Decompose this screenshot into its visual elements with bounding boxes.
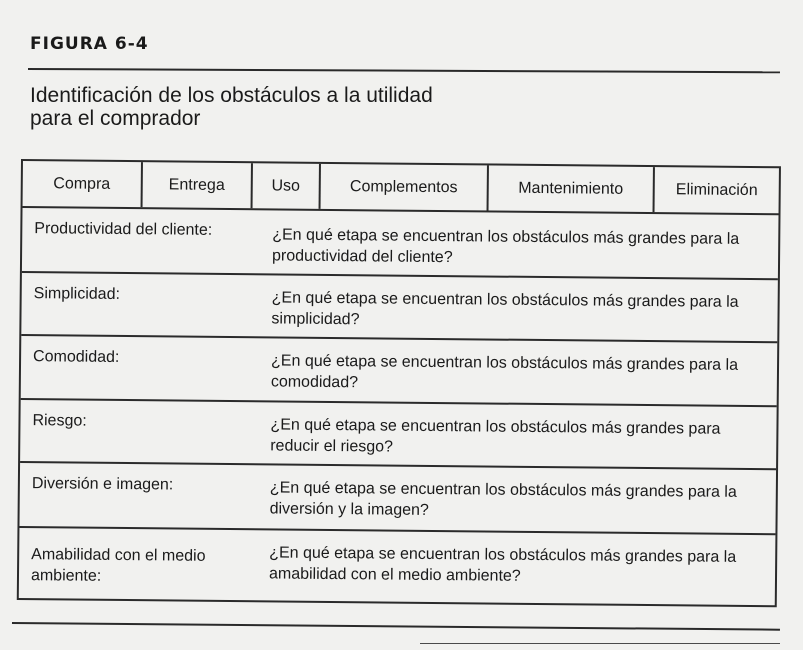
figure-title-line-2: para el comprador [30, 107, 201, 130]
stage-eliminacion: Eliminación [675, 180, 758, 199]
row-question: ¿En qué etapa se encuentran los obstáculos más grandes para la comodidad? [270, 352, 739, 392]
row-label: Simplicidad: [33, 285, 121, 303]
figure-title [30, 84, 650, 130]
stage-uso: Uso [253, 163, 321, 209]
figure-label: FIGURA 6-4 [30, 34, 149, 54]
row-label: Riesgo: [32, 412, 87, 430]
row-question: ¿En qué etapa se encuentran los obstáculos más grandes para la amabilidad con el medio ambiente? [268, 544, 737, 585]
row-label: Diversión e imagen: [31, 475, 174, 494]
table-row [19, 463, 776, 535]
buyer-utility-table [17, 159, 781, 607]
table-row [19, 528, 776, 605]
bottom-rule [12, 622, 780, 631]
row-question: ¿En qué etapa se encuentran los obstáculos más grandes para la productividad del cliente? [271, 226, 740, 267]
table-row [21, 336, 778, 407]
row-label: Amabilidad con el medio ambiente: [30, 546, 206, 585]
stage-header-row [23, 161, 779, 215]
table-row [22, 208, 779, 280]
stage-compra: Compra [23, 161, 143, 207]
row-question: ¿En qué etapa se encuentran los obstáculos más grandes para la simplicidad? [271, 289, 739, 329]
top-rule [28, 68, 780, 73]
stage-entrega: Entrega [143, 162, 253, 208]
bottom-rule-secondary [420, 643, 780, 644]
stage-mantenimiento: Mantenimiento [489, 165, 655, 212]
row-label: Comodidad: [33, 348, 120, 366]
figure-title-line-1: Identificación de los obstáculos a la utilidad [30, 84, 433, 107]
row-question: ¿En qué etapa se encuentran los obstáculos más grandes para reducir el riesgo? [270, 416, 721, 456]
stage-complementos: Complementos [321, 164, 489, 211]
row-label: Productividad del cliente: [34, 220, 213, 239]
table-row [21, 273, 778, 343]
table-row [20, 400, 777, 470]
row-question: ¿En qué etapa se encuentran los obstáculos más grandes para la diversión y la imagen? [269, 479, 737, 519]
